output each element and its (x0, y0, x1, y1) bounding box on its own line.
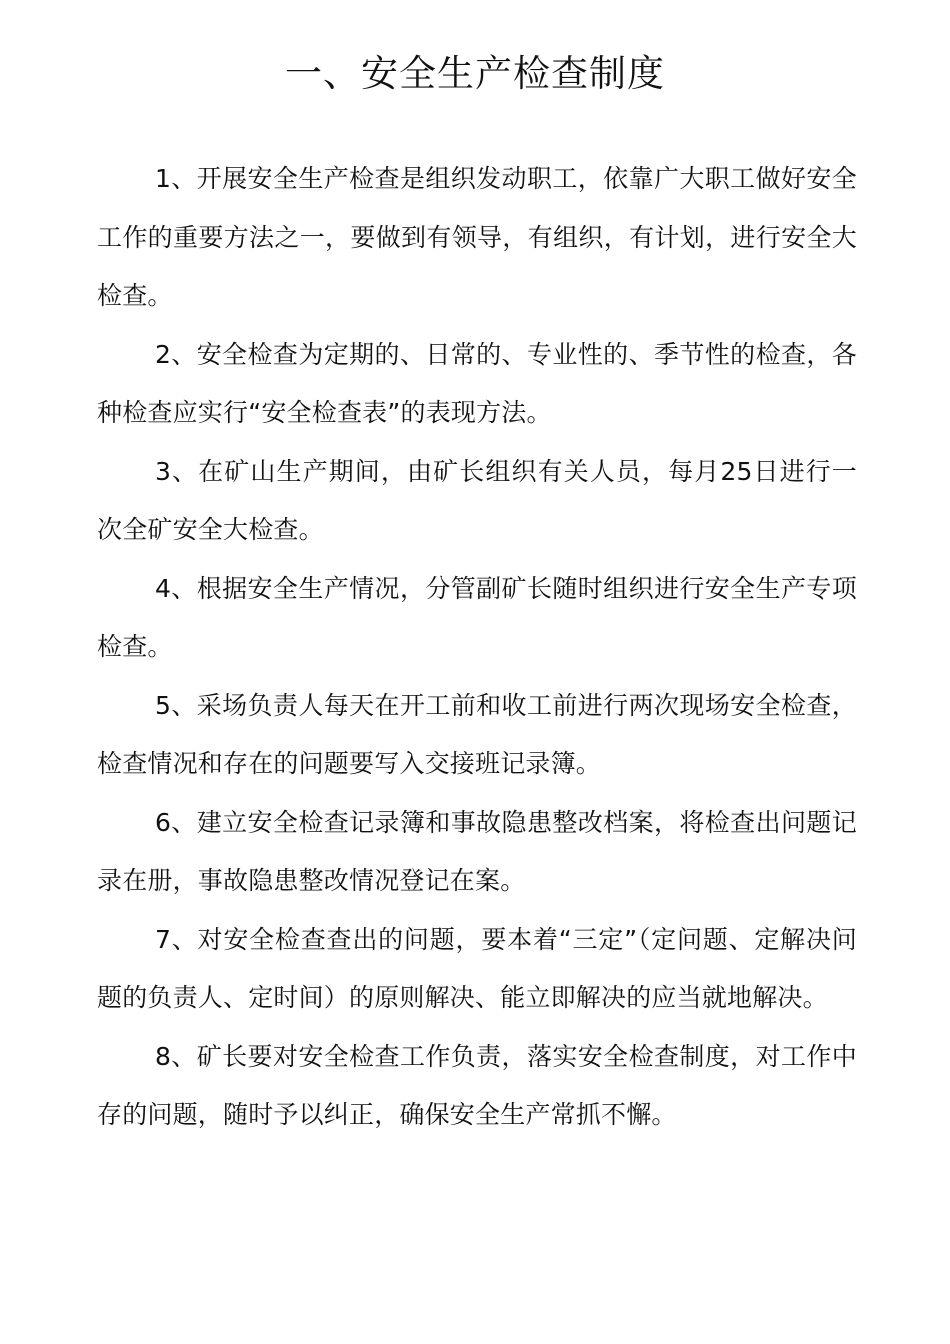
paragraph-3: 3、在矿山生产期间，由矿长组织有关人员，每月25日进行一次全矿安全大检查。 (97, 456, 857, 544)
paragraph-5: 5、采场负责人每天在开工前和收工前进行两次现场安全检查，检查情况和存在的问题要写入交接班记录簿。 (97, 690, 857, 778)
paragraph-7: 7、对安全检查查出的问题，要本着“三定”（定问题、定解决问题的负责人、定时间）的原则解决、能立即解决的应当就地解决。 (97, 924, 857, 1012)
paragraph-4: 4、根据安全生产情况，分管副矿长随时组织进行安全生产专项检查。 (97, 573, 857, 661)
paragraph-1: 1、开展安全生产检查是组织发动职工，依靠广大职工做好安全工作的重要方法之一，要做到有领导，有组织，有计划，进行安全大检查。 (97, 164, 857, 310)
document-title: 一、安全生产检查制度 (285, 52, 665, 95)
document-body (97, 150, 857, 1145)
paragraph-6: 6、建立安全检查记录簿和事故隐患整改档案，将检查出问题记录在册，事故隐患整改情况登记在案。 (97, 807, 857, 895)
paragraph-2: 2、安全检查为定期的、日常的、专业性的、季节性的检查，各种检查应实行“安全检查表”的表现方法。 (97, 339, 857, 427)
paragraph-8: 8、矿长要对安全检查工作负责，落实安全检查制度，对工作中存的问题，随时予以纠正，确保安全生产常抓不懈。 (97, 1041, 857, 1129)
